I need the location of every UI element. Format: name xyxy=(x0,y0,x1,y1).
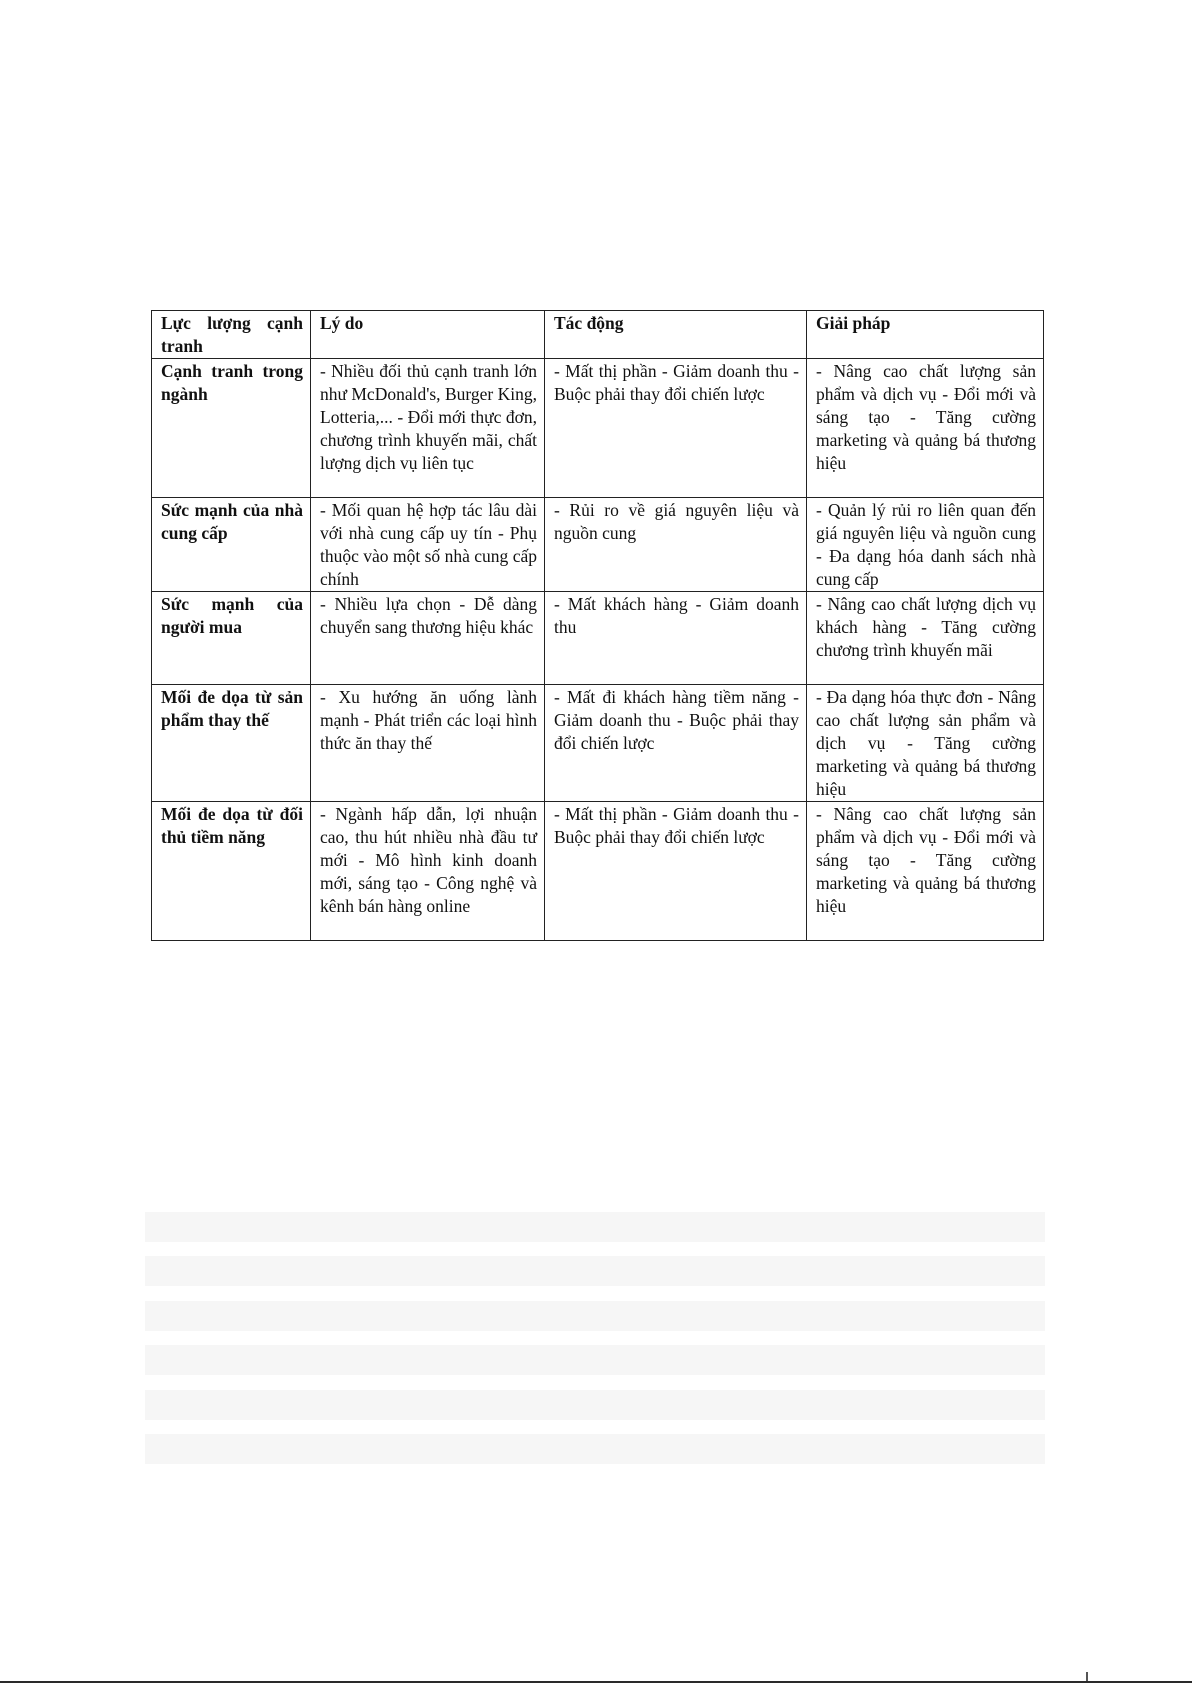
impact-cell: - Mất khách hàng - Giảm doanh thu xyxy=(545,592,807,685)
impact-cell: - Mất thị phần - Giảm doanh thu - Buộc phải thay đổi chiến lược xyxy=(545,802,807,941)
faint-background-band xyxy=(145,1256,1045,1286)
faint-background-band xyxy=(145,1301,1045,1331)
header-solution: Giải pháp xyxy=(807,311,1044,359)
solution-cell: - Nâng cao chất lượng sản phẩm và dịch vụ - Đổi mới và sáng tạo - Tăng cường marketing và quảng bá thương hiệu xyxy=(807,802,1044,941)
table-row xyxy=(152,359,1044,498)
table-row xyxy=(152,592,1044,685)
header-reason: Lý do xyxy=(311,311,545,359)
faint-background-band xyxy=(145,1390,1045,1420)
table-header-row xyxy=(152,311,1044,359)
impact-cell: - Rủi ro về giá nguyên liệu và nguồn cung xyxy=(545,498,807,592)
force-cell: Mối đe dọa từ sản phẩm thay thế xyxy=(152,685,311,802)
solution-cell: - Nâng cao chất lượng sản phẩm và dịch vụ - Đổi mới và sáng tạo - Tăng cường marketing và quảng bá thương hiệu xyxy=(807,359,1044,498)
reason-cell: - Nhiều đối thủ cạnh tranh lớn như McDonald's, Burger King, Lotteria,... - Đổi mới thực đơn, chương trình khuyến mãi, chất lượng dịch vụ liên tục xyxy=(311,359,545,498)
force-cell: Mối đe dọa từ đối thủ tiềm năng xyxy=(152,802,311,941)
force-cell: Sức mạnh của nhà cung cấp xyxy=(152,498,311,592)
faint-background-band xyxy=(145,1212,1045,1242)
force-cell: Cạnh tranh trong ngành xyxy=(152,359,311,498)
competitive-forces-table xyxy=(151,310,1044,941)
faint-background-band xyxy=(145,1345,1045,1375)
reason-cell: - Mối quan hệ hợp tác lâu dài với nhà cung cấp uy tín - Phụ thuộc vào một số nhà cung cấp chính xyxy=(311,498,545,592)
force-cell: Sức mạnh của người mua xyxy=(152,592,311,685)
header-force: Lực lượng cạnh tranh xyxy=(152,311,311,359)
solution-cell: - Đa dạng hóa thực đơn - Nâng cao chất lượng sản phẩm và dịch vụ - Tăng cường marketing và quảng bá thương hiệu xyxy=(807,685,1044,802)
table-row xyxy=(152,802,1044,941)
impact-cell: - Mất thị phần - Giảm doanh thu - Buộc phải thay đổi chiến lược xyxy=(545,359,807,498)
reason-cell: - Ngành hấp dẫn, lợi nhuận cao, thu hút nhiều nhà đầu tư mới - Mô hình kinh doanh mới, sáng tạo - Công nghệ và kênh bán hàng online xyxy=(311,802,545,941)
page-bottom-rule xyxy=(0,1681,1192,1683)
solution-cell: - Quản lý rủi ro liên quan đến giá nguyên liệu và nguồn cung - Đa dạng hóa danh sách nhà cung cấp xyxy=(807,498,1044,592)
header-impact: Tác động xyxy=(545,311,807,359)
faint-background-band xyxy=(145,1434,1045,1464)
solution-cell: - Nâng cao chất lượng dịch vụ khách hàng - Tăng cường chương trình khuyến mãi xyxy=(807,592,1044,685)
page-corner-mark xyxy=(1086,1672,1088,1681)
table-row xyxy=(152,498,1044,592)
impact-cell: - Mất đi khách hàng tiềm năng - Giảm doanh thu - Buộc phải thay đổi chiến lược xyxy=(545,685,807,802)
table-row xyxy=(152,685,1044,802)
reason-cell: - Xu hướng ăn uống lành mạnh - Phát triển các loại hình thức ăn thay thế xyxy=(311,685,545,802)
reason-cell: - Nhiều lựa chọn - Dễ dàng chuyển sang thương hiệu khác xyxy=(311,592,545,685)
